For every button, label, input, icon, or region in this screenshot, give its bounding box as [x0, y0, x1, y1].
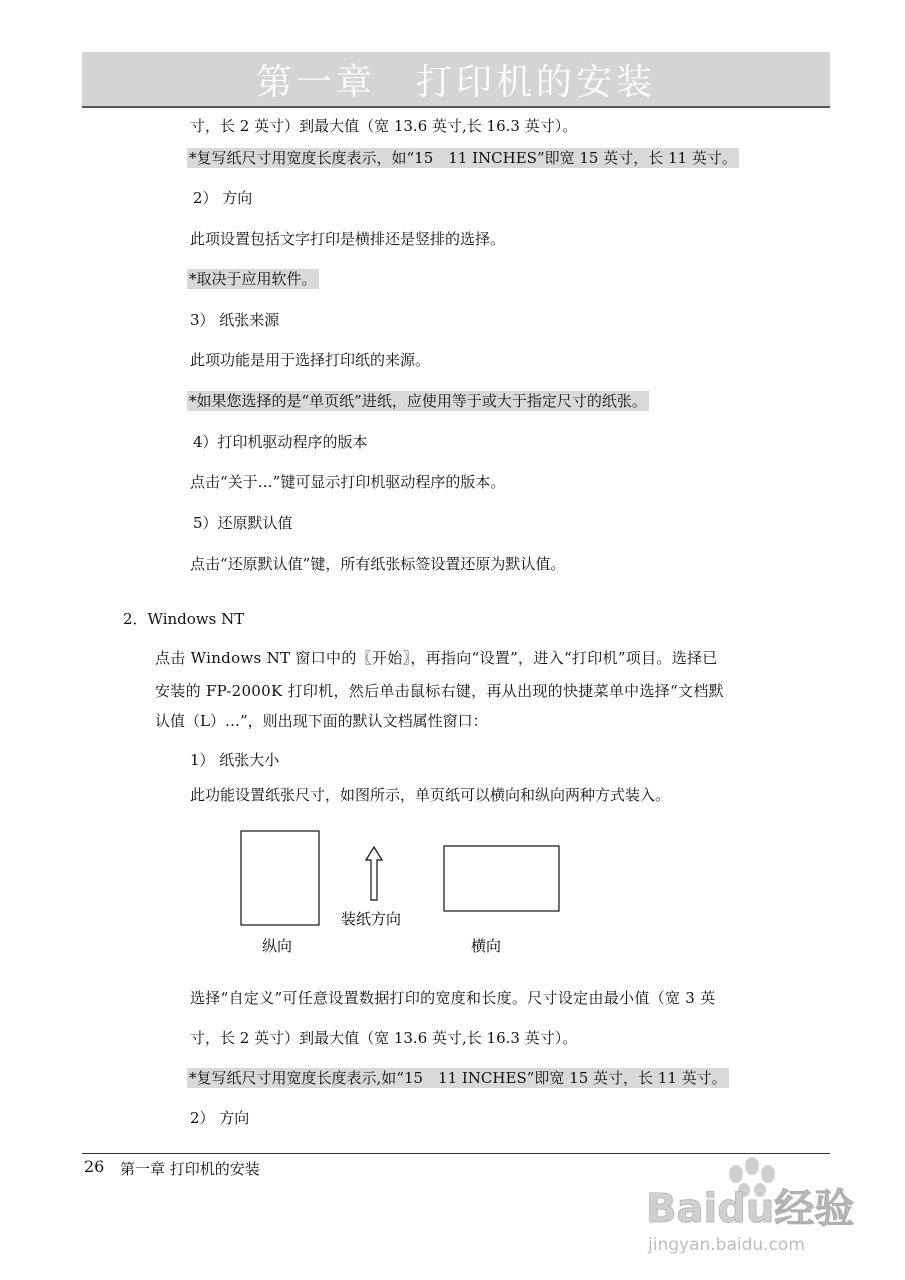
note-line: *复写纸尺寸用宽度长度表示，如“15 11 INCHES”即宽 15 英寸，长 11 英寸。 [189, 149, 737, 167]
note-line: *取决于应用软件。 [189, 270, 317, 288]
section-heading: 2） 方向 [190, 1109, 250, 1127]
section-heading: 4）打印机驱动程序的版本 [193, 433, 368, 451]
portrait-label: 纵向 [262, 937, 293, 955]
footer-chapter: 第一章 打印机的安装 [120, 1160, 260, 1178]
chapter-title: 第一章 打印机的安装 [255, 61, 656, 103]
paragraph-line: 寸，长 2 英寸）到最大值（宽 13.6 英寸,长 16.3 英寸）。 [190, 117, 578, 135]
paragraph-line: 点击“还原默认值”键，所有纸张标签设置还原为默认值。 [190, 555, 566, 573]
paragraph-line: 选择“自定义”可任意设置数据打印的宽度和长度。尺寸设定由最小值（宽 3 英 [190, 989, 716, 1007]
baidu-jingyan-watermark [640, 1150, 870, 1270]
portrait-sheet [241, 831, 319, 925]
note-line: *如果您选择的是“单页纸”进纸，应使用等于或大于指定尺寸的纸张。 [189, 392, 647, 410]
paragraph-line: 此项功能是用于选择打印纸的来源。 [190, 351, 431, 369]
paragraph-line: 此功能设置纸张尺寸，如图所示，单页纸可以横向和纵向两种方式装入。 [190, 786, 671, 804]
section-heading: 3） 纸张来源 [190, 311, 280, 329]
chapter-header [82, 52, 830, 108]
section-heading: 5）还原默认值 [193, 514, 293, 532]
paragraph-line: 安装的 FP-2000K 打印机，然后单击鼠标右键，再从出现的快捷菜单中选择“文档默 [155, 682, 724, 700]
feed-direction-arrow-icon [366, 847, 382, 900]
watermark-url: jingyan.baidu.com [648, 1235, 805, 1255]
note-line: *复写纸尺寸用宽度长度表示,如“15 11 INCHES”即宽 15 英寸，长 11 英寸。 [189, 1069, 727, 1087]
paragraph-line: 寸，长 2 英寸）到最大值（宽 13.6 英寸,长 16.3 英寸）。 [190, 1029, 578, 1047]
section-heading: 2） 方向 [193, 189, 253, 207]
paragraph-line: 此项设置包括文字打印是横排还是竖排的选择。 [190, 230, 506, 248]
paragraph-line: 点击“关于…”键可显示打印机驱动程序的版本。 [190, 473, 506, 491]
paper-orientation-diagram [230, 825, 590, 960]
feed-direction-label: 装纸方向 [341, 910, 402, 928]
paragraph-line: 点击 Windows NT 窗口中的〖开始〗，再指向“设置”，进入“打印机”项目。选择已 [155, 649, 718, 667]
page-number: 26 [84, 1157, 105, 1176]
landscape-sheet [444, 846, 559, 911]
landscape-label: 横向 [471, 937, 502, 955]
section-heading: 2．Windows NT [123, 610, 245, 628]
paragraph-line: 认值（L）…”，则出现下面的默认文档属性窗口： [155, 712, 488, 730]
section-heading: 1） 纸张大小 [190, 751, 280, 769]
watermark-brand: Baidu经验 [646, 1186, 855, 1232]
